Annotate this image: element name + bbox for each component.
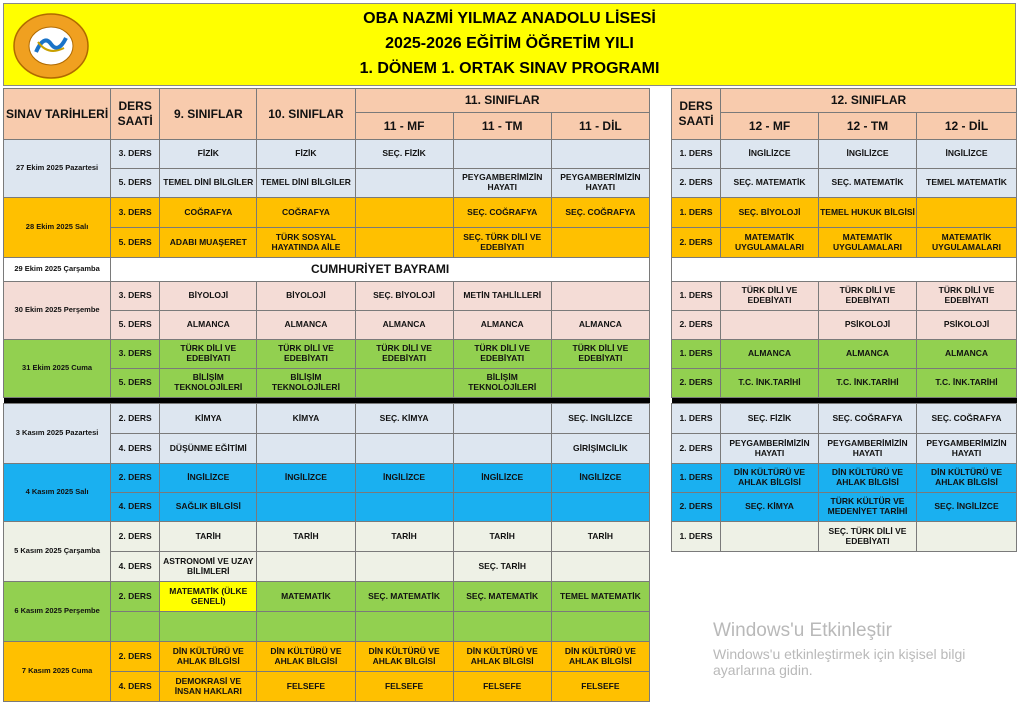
subject-tm: [453, 434, 551, 464]
subject-12-dil: T.C. İNK.TARİHİ: [917, 369, 1017, 398]
subject-tm: FELSEFE: [453, 672, 551, 702]
subject-mf: [355, 369, 453, 398]
subject-12-dil: TÜRK DİLİ VE EDEBİYATI: [917, 282, 1017, 311]
subject-dil: [551, 552, 649, 582]
subject-mf: İNGİLİZCE: [355, 464, 453, 493]
schedule-row-12: [672, 404, 1017, 434]
school-name: OBA NAZMİ YILMAZ ANADOLU LİSESİ: [363, 10, 656, 27]
subject-dil: SEÇ. COĞRAFYA: [551, 198, 649, 228]
period-cell: 4. DERS: [111, 672, 160, 702]
subject-g10: [257, 434, 355, 464]
period-cell-12: 2. DERS: [672, 169, 721, 198]
subject-tm: [453, 493, 551, 522]
subject-g10: TÜRK DİLİ VE EDEBİYATI: [257, 340, 355, 369]
subject-mf: TARİH: [355, 522, 453, 552]
header-period: DERS SAATİ: [111, 89, 160, 140]
subject-tm: TÜRK DİLİ VE EDEBİYATI: [453, 340, 551, 369]
subject-12-mf: SEÇ. KİMYA: [721, 493, 819, 522]
period-cell: 3. DERS: [111, 340, 160, 369]
subject-dil: [551, 282, 649, 311]
subject-g9: BİLİŞİM TEKNOLOJİLERİ: [160, 369, 257, 398]
header-grade12: 12. SINIFLAR: [721, 89, 1017, 113]
schedule-row-12: [672, 369, 1017, 398]
subject-g10: KİMYA: [257, 404, 355, 434]
subject-tm: DİN KÜLTÜRÜ VE AHLAK BİLGİSİ: [453, 642, 551, 672]
period-cell-12: 1. DERS: [672, 340, 721, 369]
schedule-row: [4, 340, 650, 369]
subject-dil: TEMEL MATEMATİK: [551, 582, 649, 612]
period-cell: 3. DERS: [111, 282, 160, 311]
subject-12-dil: PEYGAMBERİMİZİN HAYATI: [917, 434, 1017, 464]
schedule-table-12: [671, 88, 1017, 702]
subject-g10: İNGİLİZCE: [257, 464, 355, 493]
watermark-title: Windows'u Etkinleştir: [713, 620, 892, 641]
subject-g9: MATEMATİK (ÜLKE GENELİ): [160, 582, 257, 612]
exam-date: 5 Kasım 2025 Çarşamba: [4, 522, 111, 582]
subject-dil: [551, 228, 649, 258]
schedule-row: [4, 642, 650, 672]
subject-g9: ADABI MUAŞERET: [160, 228, 257, 258]
schedule-row-12: [672, 493, 1017, 522]
exam-date: 27 Ekim 2025 Pazartesi: [4, 140, 111, 198]
header-dates: SINAV TARİHLERİ: [4, 89, 111, 140]
empty-cell: [672, 582, 1017, 612]
header-grade11: 11. SINIFLAR: [355, 89, 650, 113]
subject-12-tm: TÜRK KÜLTÜR VE MEDENİYET TARİHİ: [819, 493, 917, 522]
subject-tm: [453, 404, 551, 434]
subject-g9: TEMEL DİNİ BİLGİLER: [160, 169, 257, 198]
subject-12-dil: [917, 198, 1017, 228]
period-cell-12: 1. DERS: [672, 282, 721, 311]
subject-12-mf: SEÇ. BİYOLOJİ: [721, 198, 819, 228]
exam-date: 28 Ekim 2025 Salı: [4, 198, 111, 258]
subject-g10: DİN KÜLTÜRÜ VE AHLAK BİLGİSİ: [257, 642, 355, 672]
subject-mf: DİN KÜLTÜRÜ VE AHLAK BİLGİSİ: [355, 642, 453, 672]
subject-g9: KİMYA: [160, 404, 257, 434]
subject-12-mf: SEÇ. FİZİK: [721, 404, 819, 434]
subject-12-tm: MATEMATİK UYGULAMALARI: [819, 228, 917, 258]
schedule-row: [4, 522, 650, 552]
subject-mf: SEÇ. BİYOLOJİ: [355, 282, 453, 311]
period-cell: 5. DERS: [111, 369, 160, 398]
subject-g9: BİYOLOJİ: [160, 282, 257, 311]
subject-tm: İNGİLİZCE: [453, 464, 551, 493]
subject-mf: SEÇ. MATEMATİK: [355, 582, 453, 612]
subject-12-tm: SEÇ. MATEMATİK: [819, 169, 917, 198]
subject-dil: TARİH: [551, 522, 649, 552]
period-cell: 2. DERS: [111, 464, 160, 493]
period-cell-12: 1. DERS: [672, 198, 721, 228]
period-cell-12: 2. DERS: [672, 311, 721, 340]
period-cell: 3. DERS: [111, 198, 160, 228]
schedule-row-12: [672, 311, 1017, 340]
schedule-row: [4, 404, 650, 434]
header-11-dil: 11 - DİL: [551, 113, 649, 140]
schedule-row: [4, 140, 650, 169]
exam-date: 7 Kasım 2025 Cuma: [4, 642, 111, 702]
watermark-line2: ayarlarına gidin.: [713, 662, 813, 678]
exam-date: 4 Kasım 2025 Salı: [4, 464, 111, 522]
empty-cell: [672, 552, 1017, 582]
schedule-row: [4, 582, 650, 612]
subject-g9: DİN KÜLTÜRÜ VE AHLAK BİLGİSİ: [160, 642, 257, 672]
period-cell-12: 1. DERS: [672, 404, 721, 434]
subject-dil: PEYGAMBERİMİZİN HAYATI: [551, 169, 649, 198]
subject-12-tm: PEYGAMBERİMİZİN HAYATI: [819, 434, 917, 464]
period-cell: 5. DERS: [111, 228, 160, 258]
subject-12-tm: ALMANCA: [819, 340, 917, 369]
period-cell: 4. DERS: [111, 434, 160, 464]
subject-g10: TEMEL DİNİ BİLGİLER: [257, 169, 355, 198]
subject-12-tm: TÜRK DİLİ VE EDEBİYATI: [819, 282, 917, 311]
subject-12-tm: İNGİLİZCE: [819, 140, 917, 169]
subject-12-dil: İNGİLİZCE: [917, 140, 1017, 169]
subject-mf: [355, 169, 453, 198]
period-cell-12: 2. DERS: [672, 228, 721, 258]
subject-dil: TÜRK DİLİ VE EDEBİYATI: [551, 340, 649, 369]
subject-12-tm: PSİKOLOJİ: [819, 311, 917, 340]
period-cell: 2. DERS: [111, 522, 160, 552]
period-cell: 4. DERS: [111, 552, 160, 582]
subject-g10: [257, 612, 355, 642]
period-cell-12: 2. DERS: [672, 493, 721, 522]
subject-g10: FELSEFE: [257, 672, 355, 702]
subject-tm: METİN TAHLİLLERİ: [453, 282, 551, 311]
subject-g9: SAĞLIK BİLGİSİ: [160, 493, 257, 522]
subject-mf: [355, 493, 453, 522]
subject-12-tm: DİN KÜLTÜRÜ VE AHLAK BİLGİSİ: [819, 464, 917, 493]
period-cell: 5. DERS: [111, 311, 160, 340]
subject-12-dil: TEMEL MATEMATİK: [917, 169, 1017, 198]
subject-12-tm: TEMEL HUKUK BİLGİSİ: [819, 198, 917, 228]
exam-date: 30 Ekim 2025 Perşembe: [4, 282, 111, 340]
subject-tm: SEÇ. MATEMATİK: [453, 582, 551, 612]
subject-dil: FELSEFE: [551, 672, 649, 702]
subject-g9: DEMOKRASİ VE İNSAN HAKLARI: [160, 672, 257, 702]
subject-12-mf: T.C. İNK.TARİHİ: [721, 369, 819, 398]
subject-12-dil: DİN KÜLTÜRÜ VE AHLAK BİLGİSİ: [917, 464, 1017, 493]
subject-dil: [551, 369, 649, 398]
subject-g9: TÜRK DİLİ VE EDEBİYATI: [160, 340, 257, 369]
period-cell: 3. DERS: [111, 140, 160, 169]
subject-mf: ALMANCA: [355, 311, 453, 340]
subject-g10: ALMANCA: [257, 311, 355, 340]
subject-12-dil: SEÇ. İNGİLİZCE: [917, 493, 1017, 522]
subject-12-dil: PSİKOLOJİ: [917, 311, 1017, 340]
header-12-mf: 12 - MF: [721, 113, 819, 140]
header-grade9: 9. SINIFLAR: [160, 89, 257, 140]
subject-g9: İNGİLİZCE: [160, 464, 257, 493]
holiday-row: [4, 258, 650, 282]
subject-12-dil: MATEMATİK UYGULAMALARI: [917, 228, 1017, 258]
subject-tm: SEÇ. COĞRAFYA: [453, 198, 551, 228]
holiday-date: 29 Ekim 2025 Çarşamba: [4, 258, 111, 282]
schedule-row-12: [672, 198, 1017, 228]
subject-g10: BİYOLOJİ: [257, 282, 355, 311]
schedule-row-12: [672, 340, 1017, 369]
subject-12-dil: SEÇ. COĞRAFYA: [917, 404, 1017, 434]
subject-12-dil: [917, 522, 1017, 552]
period-cell: 2. DERS: [111, 404, 160, 434]
period-cell-12: 1. DERS: [672, 140, 721, 169]
exam-date: 31 Ekim 2025 Cuma: [4, 340, 111, 398]
header-grade10: 10. SINIFLAR: [257, 89, 355, 140]
subject-g10: FİZİK: [257, 140, 355, 169]
subject-g10: TARİH: [257, 522, 355, 552]
subject-g9: ALMANCA: [160, 311, 257, 340]
schedule-row-12: [672, 464, 1017, 493]
period-cell: 5. DERS: [111, 169, 160, 198]
period-cell: 4. DERS: [111, 493, 160, 522]
subject-tm: PEYGAMBERİMİZİN HAYATI: [453, 169, 551, 198]
subject-12-tm: SEÇ. COĞRAFYA: [819, 404, 917, 434]
subject-12-mf: [721, 522, 819, 552]
schedule-row: [4, 282, 650, 311]
subject-mf: [355, 612, 453, 642]
subject-g10: [257, 552, 355, 582]
subject-g9: TARİH: [160, 522, 257, 552]
period-cell-12: 2. DERS: [672, 434, 721, 464]
subject-dil: GİRİŞİMCİLİK: [551, 434, 649, 464]
subject-g9: ASTRONOMİ VE UZAY BİLİMLERİ: [160, 552, 257, 582]
program-title: 1. DÖNEM 1. ORTAK SINAV PROGRAMI: [359, 60, 660, 77]
schedule-row-12: [672, 434, 1017, 464]
subject-tm: ALMANCA: [453, 311, 551, 340]
schedule-row-12: [672, 140, 1017, 169]
subject-mf: [355, 434, 453, 464]
subject-g10: COĞRAFYA: [257, 198, 355, 228]
period-cell-12: 1. DERS: [672, 464, 721, 493]
subject-g9: DÜŞÜNME EĞİTİMİ: [160, 434, 257, 464]
subject-dil: ALMANCA: [551, 311, 649, 340]
subject-g10: BİLİŞİM TEKNOLOJİLERİ: [257, 369, 355, 398]
schedule-row-12: [672, 169, 1017, 198]
period-cell-12: 2. DERS: [672, 369, 721, 398]
schedule-row: [4, 464, 650, 493]
holiday-blank: [672, 258, 1017, 282]
subject-g9: [160, 612, 257, 642]
subject-g10: [257, 493, 355, 522]
subject-g10: TÜRK SOSYAL HAYATINDA AİLE: [257, 228, 355, 258]
exam-date: 3 Kasım 2025 Pazartesi: [4, 404, 111, 464]
subject-12-mf: PEYGAMBERİMİZİN HAYATI: [721, 434, 819, 464]
subject-tm: SEÇ. TARİH: [453, 552, 551, 582]
header-period-12: DERS SAATİ: [672, 89, 721, 140]
subject-12-mf: DİN KÜLTÜRÜ VE AHLAK BİLGİSİ: [721, 464, 819, 493]
subject-mf: SEÇ. KİMYA: [355, 404, 453, 434]
subject-dil: SEÇ. İNGİLİZCE: [551, 404, 649, 434]
subject-dil: [551, 493, 649, 522]
subject-12-tm: SEÇ. TÜRK DİLİ VE EDEBİYATI: [819, 522, 917, 552]
schedule-row-12: [672, 282, 1017, 311]
subject-g9: COĞRAFYA: [160, 198, 257, 228]
subject-mf: FELSEFE: [355, 672, 453, 702]
subject-12-mf: [721, 311, 819, 340]
subject-mf: SEÇ. FİZİK: [355, 140, 453, 169]
schedule-row-12: [672, 522, 1017, 552]
subject-g9: FİZİK: [160, 140, 257, 169]
subject-12-mf: ALMANCA: [721, 340, 819, 369]
watermark-line1: Windows'u etkinleştirmek için kişisel bilgi: [713, 646, 966, 662]
schedule-table-9-11: [3, 88, 650, 702]
subject-12-mf: İNGİLİZCE: [721, 140, 819, 169]
subject-mf: TÜRK DİLİ VE EDEBİYATI: [355, 340, 453, 369]
subject-dil: [551, 612, 649, 642]
subject-mf: [355, 198, 453, 228]
header-12-dil: 12 - DİL: [917, 113, 1017, 140]
subject-tm: SEÇ. TÜRK DİLİ VE EDEBİYATI: [453, 228, 551, 258]
period-cell: 2. DERS: [111, 642, 160, 672]
page-header: [3, 3, 1016, 86]
subject-12-tm: T.C. İNK.TARİHİ: [819, 369, 917, 398]
subject-dil: İNGİLİZCE: [551, 464, 649, 493]
period-cell-12: 1. DERS: [672, 522, 721, 552]
header-11-mf: 11 - MF: [355, 113, 453, 140]
subject-12-mf: SEÇ. MATEMATİK: [721, 169, 819, 198]
subject-tm: [453, 140, 551, 169]
schedule-row-12: [672, 228, 1017, 258]
subject-tm: [453, 612, 551, 642]
period-cell: [111, 612, 160, 642]
subject-dil: DİN KÜLTÜRÜ VE AHLAK BİLGİSİ: [551, 642, 649, 672]
subject-mf: [355, 228, 453, 258]
period-cell: 2. DERS: [111, 582, 160, 612]
subject-12-dil: ALMANCA: [917, 340, 1017, 369]
header-11-tm: 11 - TM: [453, 113, 551, 140]
subject-12-mf: TÜRK DİLİ VE EDEBİYATI: [721, 282, 819, 311]
subject-mf: [355, 552, 453, 582]
schedule-row: [4, 198, 650, 228]
subject-g10: MATEMATİK: [257, 582, 355, 612]
exam-date: 6 Kasım 2025 Perşembe: [4, 582, 111, 642]
header-12-tm: 12 - TM: [819, 113, 917, 140]
subject-12-mf: MATEMATİK UYGULAMALARI: [721, 228, 819, 258]
subject-tm: TARİH: [453, 522, 551, 552]
subject-dil: [551, 140, 649, 169]
subject-tm: BİLİŞİM TEKNOLOJİLERİ: [453, 369, 551, 398]
activation-watermark: [713, 620, 965, 678]
academic-year: 2025-2026 EĞİTİM ÖĞRETİM YILI: [385, 35, 634, 52]
holiday-label: CUMHURİYET BAYRAMI: [111, 258, 650, 282]
